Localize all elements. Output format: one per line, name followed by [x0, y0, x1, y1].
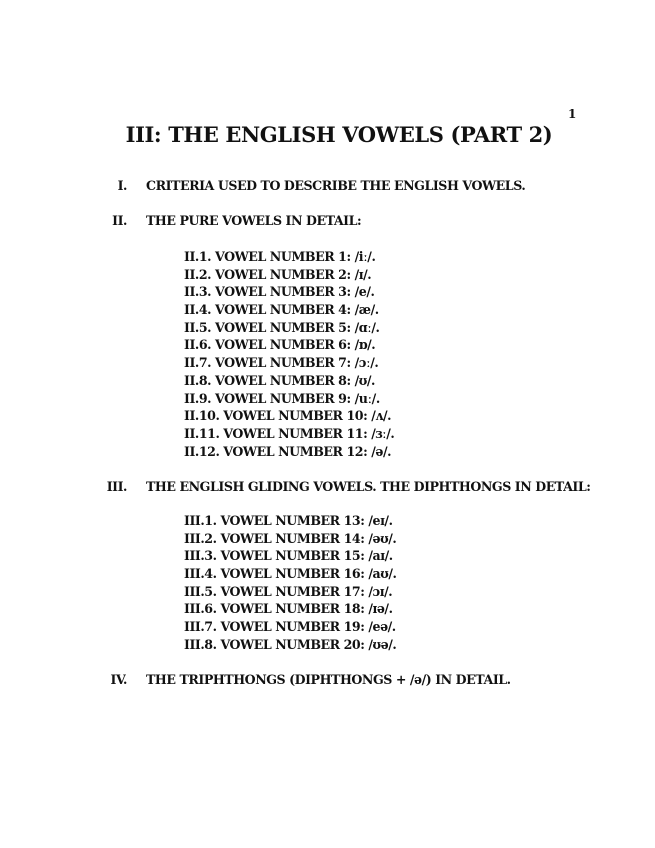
section-numeral: I. [117, 178, 127, 193]
list-item: II.11. VOWEL NUMBER 11: /ɜː/. [184, 425, 395, 441]
page-number: 1 [568, 107, 577, 121]
section-heading: THE TRIPHTHONGS (DIPHTHONGS + /ə/) IN DETAIL. [146, 672, 511, 687]
list-item: II.2. VOWEL NUMBER 2: /ɪ/. [184, 266, 372, 282]
list-item: III.4. VOWEL NUMBER 16: /aʊ/. [184, 566, 397, 582]
section-heading: THE ENGLISH GLIDING VOWELS. THE DIPHTHONGS IN DETAIL: [146, 479, 591, 494]
list-item: II.1. VOWEL NUMBER 1: /iː/. [184, 249, 376, 264]
list-item: II.6. VOWEL NUMBER 6: /ɒ/. [184, 337, 376, 353]
list-item: II.9. VOWEL NUMBER 9: /uː/. [184, 390, 380, 406]
list-item: III.1. VOWEL NUMBER 13: /eɪ/. [184, 513, 393, 528]
list-item: II.8. VOWEL NUMBER 8: /ʊ/. [184, 372, 375, 388]
section-heading: THE PURE VOWELS IN DETAIL: [146, 213, 362, 228]
list-item: III.3. VOWEL NUMBER 15: /aɪ/. [184, 548, 393, 564]
list-item: III.5. VOWEL NUMBER 17: /ɔɪ/. [184, 583, 393, 599]
section-heading: CRITERIA USED TO DESCRIBE THE ENGLISH VOWELS. [146, 178, 526, 193]
section-numeral: II. [112, 213, 127, 228]
list-item: II.7. VOWEL NUMBER 7: /ɔː/. [184, 355, 379, 371]
list-item: II.5. VOWEL NUMBER 5: /ɑː/. [184, 319, 380, 335]
list-item: II.4. VOWEL NUMBER 4: /æ/. [184, 302, 379, 318]
list-item: III.6. VOWEL NUMBER 18: /ɪə/. [184, 601, 393, 617]
page-title: III: THE ENGLISH VOWELS (PART 2) [125, 122, 553, 147]
diphthongs-list [184, 512, 396, 654]
pure-vowels-list [184, 248, 394, 460]
list-item: III.7. VOWEL NUMBER 19: /eə/. [184, 619, 396, 635]
section-numeral: III. [106, 479, 127, 494]
list-item: II.10. VOWEL NUMBER 10: /ʌ/. [184, 408, 392, 424]
list-item: II.12. VOWEL NUMBER 12: /ə/. [184, 443, 392, 459]
list-item: III.8. VOWEL NUMBER 20: /ʊə/. [184, 636, 397, 652]
list-item: II.3. VOWEL NUMBER 3: /e/. [184, 284, 375, 300]
list-item: III.2. VOWEL NUMBER 14: /əʊ/. [184, 530, 397, 546]
section-numeral: IV. [110, 672, 127, 687]
